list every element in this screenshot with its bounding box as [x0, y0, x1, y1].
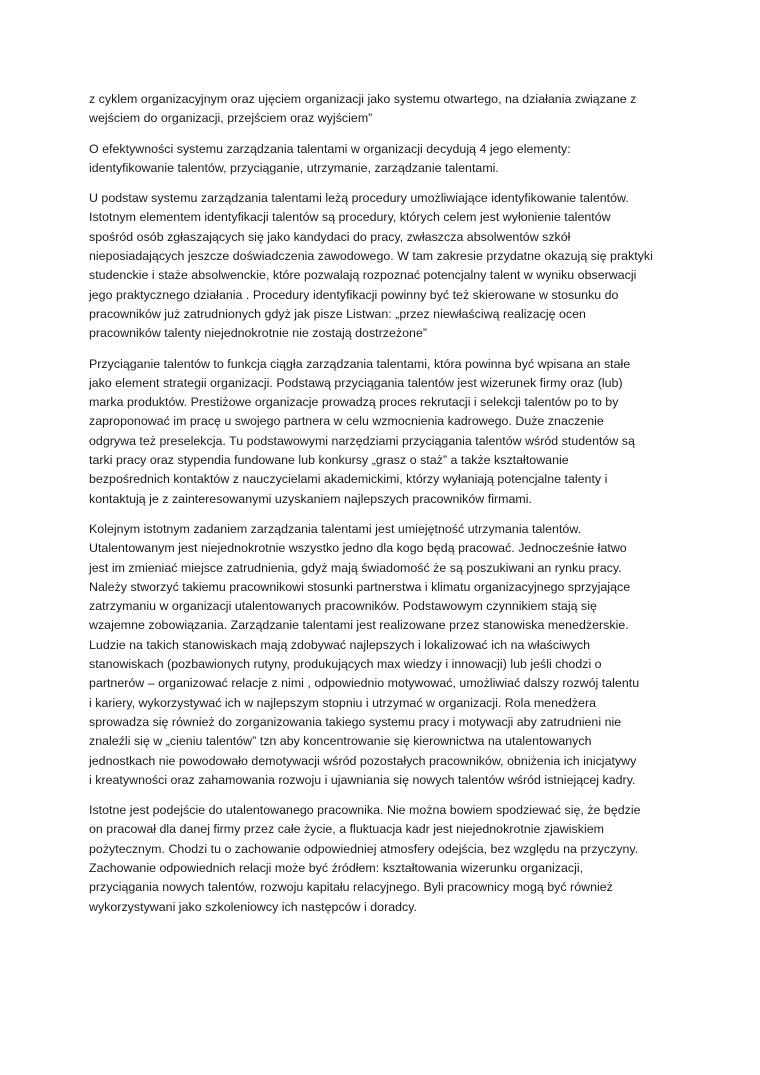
text-line: zaproponować im pracę u swojego partnera w celu wzmocnienia kadrowego. Duże znaczenie	[89, 414, 604, 429]
text-line: pracowników talenty niejednokrotnie nie zostają dostrzeżone”	[89, 326, 428, 341]
text-line: pracowników już zatrudnionych gdyż jak pisze Listwan: „przez niewłaściwą realizację ocen	[89, 306, 586, 321]
paragraph-system-elements	[89, 140, 679, 179]
text-line: pożytecznym. Chodzi tu o zachowanie odpowiedniej atmosfery odejścia, bez względu na przyczyny.	[89, 841, 639, 856]
text-line: Zachowanie odpowiednich relacji może być źródłem: kształtowania wizerunku organizacji,	[89, 860, 584, 875]
text-line: i kariery, wykorzystywać ich w najlepszym stopniu i utrzymać w organizacji. Rola menedżera	[89, 695, 597, 710]
text-line: partnerów – organizować relacje z nimi , odpowiednio motywować, umożliwiać dalszy rozwój talentu	[89, 676, 640, 691]
text-line: Należy stworzyć takiemu pracownikowi stosunki partnerstwa i klimatu organizacyjnego sprzyjające	[89, 579, 631, 594]
paragraph-attraction	[89, 355, 679, 509]
text-line: jednostkach nie powodowało demotywacji wśród pozostałych pracowników, obniżenia ich inicjatywy	[89, 753, 637, 768]
text-line: wykorzystywani jako szkoleniowcy ich następców i doradcy.	[89, 899, 418, 914]
text-line: Utalentowanym jest niejednokrotnie wszystko jedno dla kogo będą pracować. Jednocześnie łatwo	[89, 541, 627, 556]
paragraph-departure	[89, 801, 679, 917]
text-line: O efektywności systemu zarządzania talentami w organizacji decydują 4 jego elementy:	[89, 141, 571, 156]
text-line: przyciągania nowych talentów, rozwoju kapitału relacyjnego. Byli pracownicy mogą być również	[89, 880, 613, 895]
text-line: wejściem do organizacji, przejściem oraz wyjściem”	[89, 111, 373, 126]
text-line: odgrywa też preselekcja. Tu podstawowymi narzędziami przyciągania talentów wśród studentów są	[89, 433, 635, 448]
text-line: jest im zmieniać miejsce zatrudnienia, gdyż mają świadomość że są poszukiwani an rynku pracy.	[89, 560, 622, 575]
text-line: jako element strategii organizacji. Podstawą przyciągania talentów jest wizerunek firmy oraz (lub)	[89, 375, 623, 390]
text-line: stanowiskach (pozbawionych rutyny, produkujących max wiedzy i innowacji) lub jeśli chodzi o	[89, 657, 602, 672]
text-line: i kreatywności oraz zahamowania rozwoju i ujawniania się nowych talentów wśród istniejącej kadry.	[89, 772, 636, 787]
document-body	[89, 90, 679, 928]
text-line: nieposiadających jeszcze doświadczenia zawodowego. W tam zakresie przydatne okazują się praktyki	[89, 249, 653, 264]
text-line: z cyklem organizacyjnym oraz ujęciem organizacji jako systemu otwartego, na działania związane z	[89, 92, 637, 106]
text-line: spośród osób zgłaszających się jako kandydaci do pracy, zwłaszcza absolwentów szkół	[89, 229, 571, 244]
text-line: znaleźli się w „cieniu talentów” tzn aby koncentrowanie się kierownictwa na utalentowanych	[89, 734, 592, 749]
text-line: tarki pracy oraz stypendia fundowane lub konkursy „grasz o staż” a także kształtowanie	[89, 453, 569, 468]
text-line: jego praktycznego działania . Procedury identyfikacji powinny być też skierowane w stosunku do	[89, 287, 619, 302]
text-line: U podstaw systemu zarządzania talentami leżą procedury umożliwiające identyfikowanie talentów.	[89, 191, 629, 206]
text-line: zatrzymaniu w organizacji utalentowanych pracowników. Podstawowym czynnikiem stają się	[89, 599, 597, 614]
text-line: Ludzie na takich stanowiskach mają zdobywać najlepszych i lokalizować ich na właściwych	[89, 637, 591, 652]
paragraph-intro-continuation	[89, 90, 679, 129]
text-line: sprowadza się również do zorganizowania takiego systemu pracy i motywacji aby zatrudnieni nie	[89, 714, 622, 729]
text-line: Istotne jest podejście do utalentowanego pracownika. Nie można bowiem spodziewać się, że będzie	[89, 803, 641, 818]
text-line: identyfikowanie talentów, przyciąganie, utrzymanie, zarządzanie talentami.	[89, 160, 499, 175]
paragraph-identification	[89, 189, 679, 343]
text-line: Przyciąganie talentów to funkcja ciągła zarządzania talentami, która powinna być wpisana an stałe	[89, 356, 631, 371]
text-line: Istotnym elementem identyfikacji talentów są procedury, których celem jest wyłonienie talentów	[89, 210, 611, 225]
text-line: on pracował dla danej firmy przez całe życie, a fluktuacja kadr jest niejednokrotnie zjawiskiem	[89, 822, 604, 837]
text-line: studenckie i staże absolwenckie, które pozwalają rozpoznać potencjalny talent w wyniku obserwacji	[89, 268, 637, 283]
paragraph-retention	[89, 520, 679, 790]
text-line: kontaktują je z zainteresowanymi uzyskaniem najlepszych pracowników firmami.	[89, 491, 532, 506]
text-line: wzajemne zobowiązania. Zarządzanie talentami jest realizowane przez stanowiska menedżerskie.	[89, 618, 629, 633]
text-line: marka produktów. Prestiżowe organizacje prowadzą proces rekrutacji i selekcji talentów po to by	[89, 395, 619, 410]
text-line: Kolejnym istotnym zadaniem zarządzania talentami jest umiejętność utrzymania talentów.	[89, 521, 582, 536]
text-line: bezpośrednich kontaktów z nauczycielami akademickimi, którzy wyłaniają potencjalne talenty i	[89, 472, 608, 487]
